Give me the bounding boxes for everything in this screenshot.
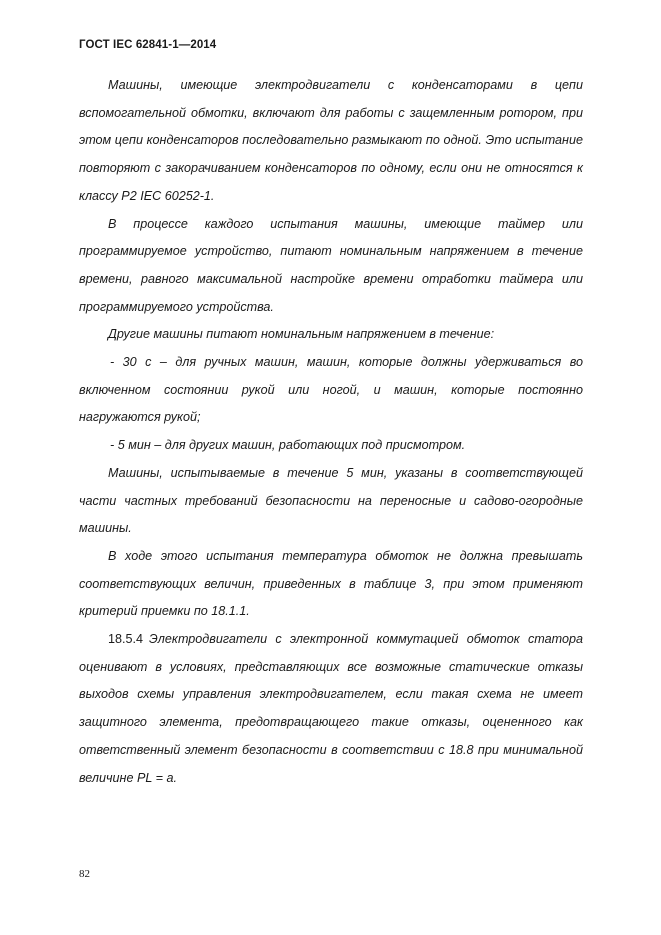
clause-18-5-4	[79, 626, 583, 792]
document-body	[79, 72, 583, 792]
list-item-5min: - 5 мин – для других машин, работающих под присмотром.	[110, 438, 466, 453]
paragraph-5min-machines: Машины, испытываемые в течение 5 мин, указаны в соответствующей части частных требований безопасности на переносные и садово-огородные машины.	[79, 465, 583, 536]
paragraph-timer-test: В процессе каждого испытания машины, имеющие таймер или программируемое устройство, питают номинальным напряжением в течение времени, равного максимальной настройке времени отработки таймера или программируемого устройства.	[79, 216, 583, 314]
paragraph-other-machines: Другие машины питают номинальным напряжением в течение:	[108, 327, 495, 342]
clause-text: Электродвигатели с электронной коммутацией обмоток статора оценивают в условиях, представляющих все возможные статические отказы выходов схемы управления электродвигателем, если такая схема не имеет защитного элемента, предотвращающего такие отказы, оцененного как ответственный элемент безопасности в соответствии с 18.8 при минимальной величине PL = a.	[79, 632, 583, 785]
page-number: 82	[79, 868, 90, 880]
paragraph-temperature-criterion: В ходе этого испытания температура обмоток не должна превышать соответствующих величин, приведенных в таблице 3, при этом применяют критерий приемки по 18.1.1.	[79, 548, 583, 619]
clause-number: 18.5.4	[108, 632, 144, 647]
document-header: ГОСТ IEC 62841-1—2014	[79, 39, 217, 51]
paragraph-capacitor-test: Машины, имеющие электродвигатели с конденсаторами в цепи вспомогательной обмотки, включают для работы с защемленным ротором, при этом цепи конденсаторов последовательно размыкают по одной. Это испытание повторяют с закорачиванием конденсаторов по одному, если они не относятся к классу Р2 IEC 60252-1.	[79, 78, 583, 203]
list-item-30s: - 30 с – для ручных машин, машин, которые должны удерживаться во включенном состоянии рукой или ногой, и машин, которые постоянно нагружаются рукой;	[79, 355, 583, 425]
